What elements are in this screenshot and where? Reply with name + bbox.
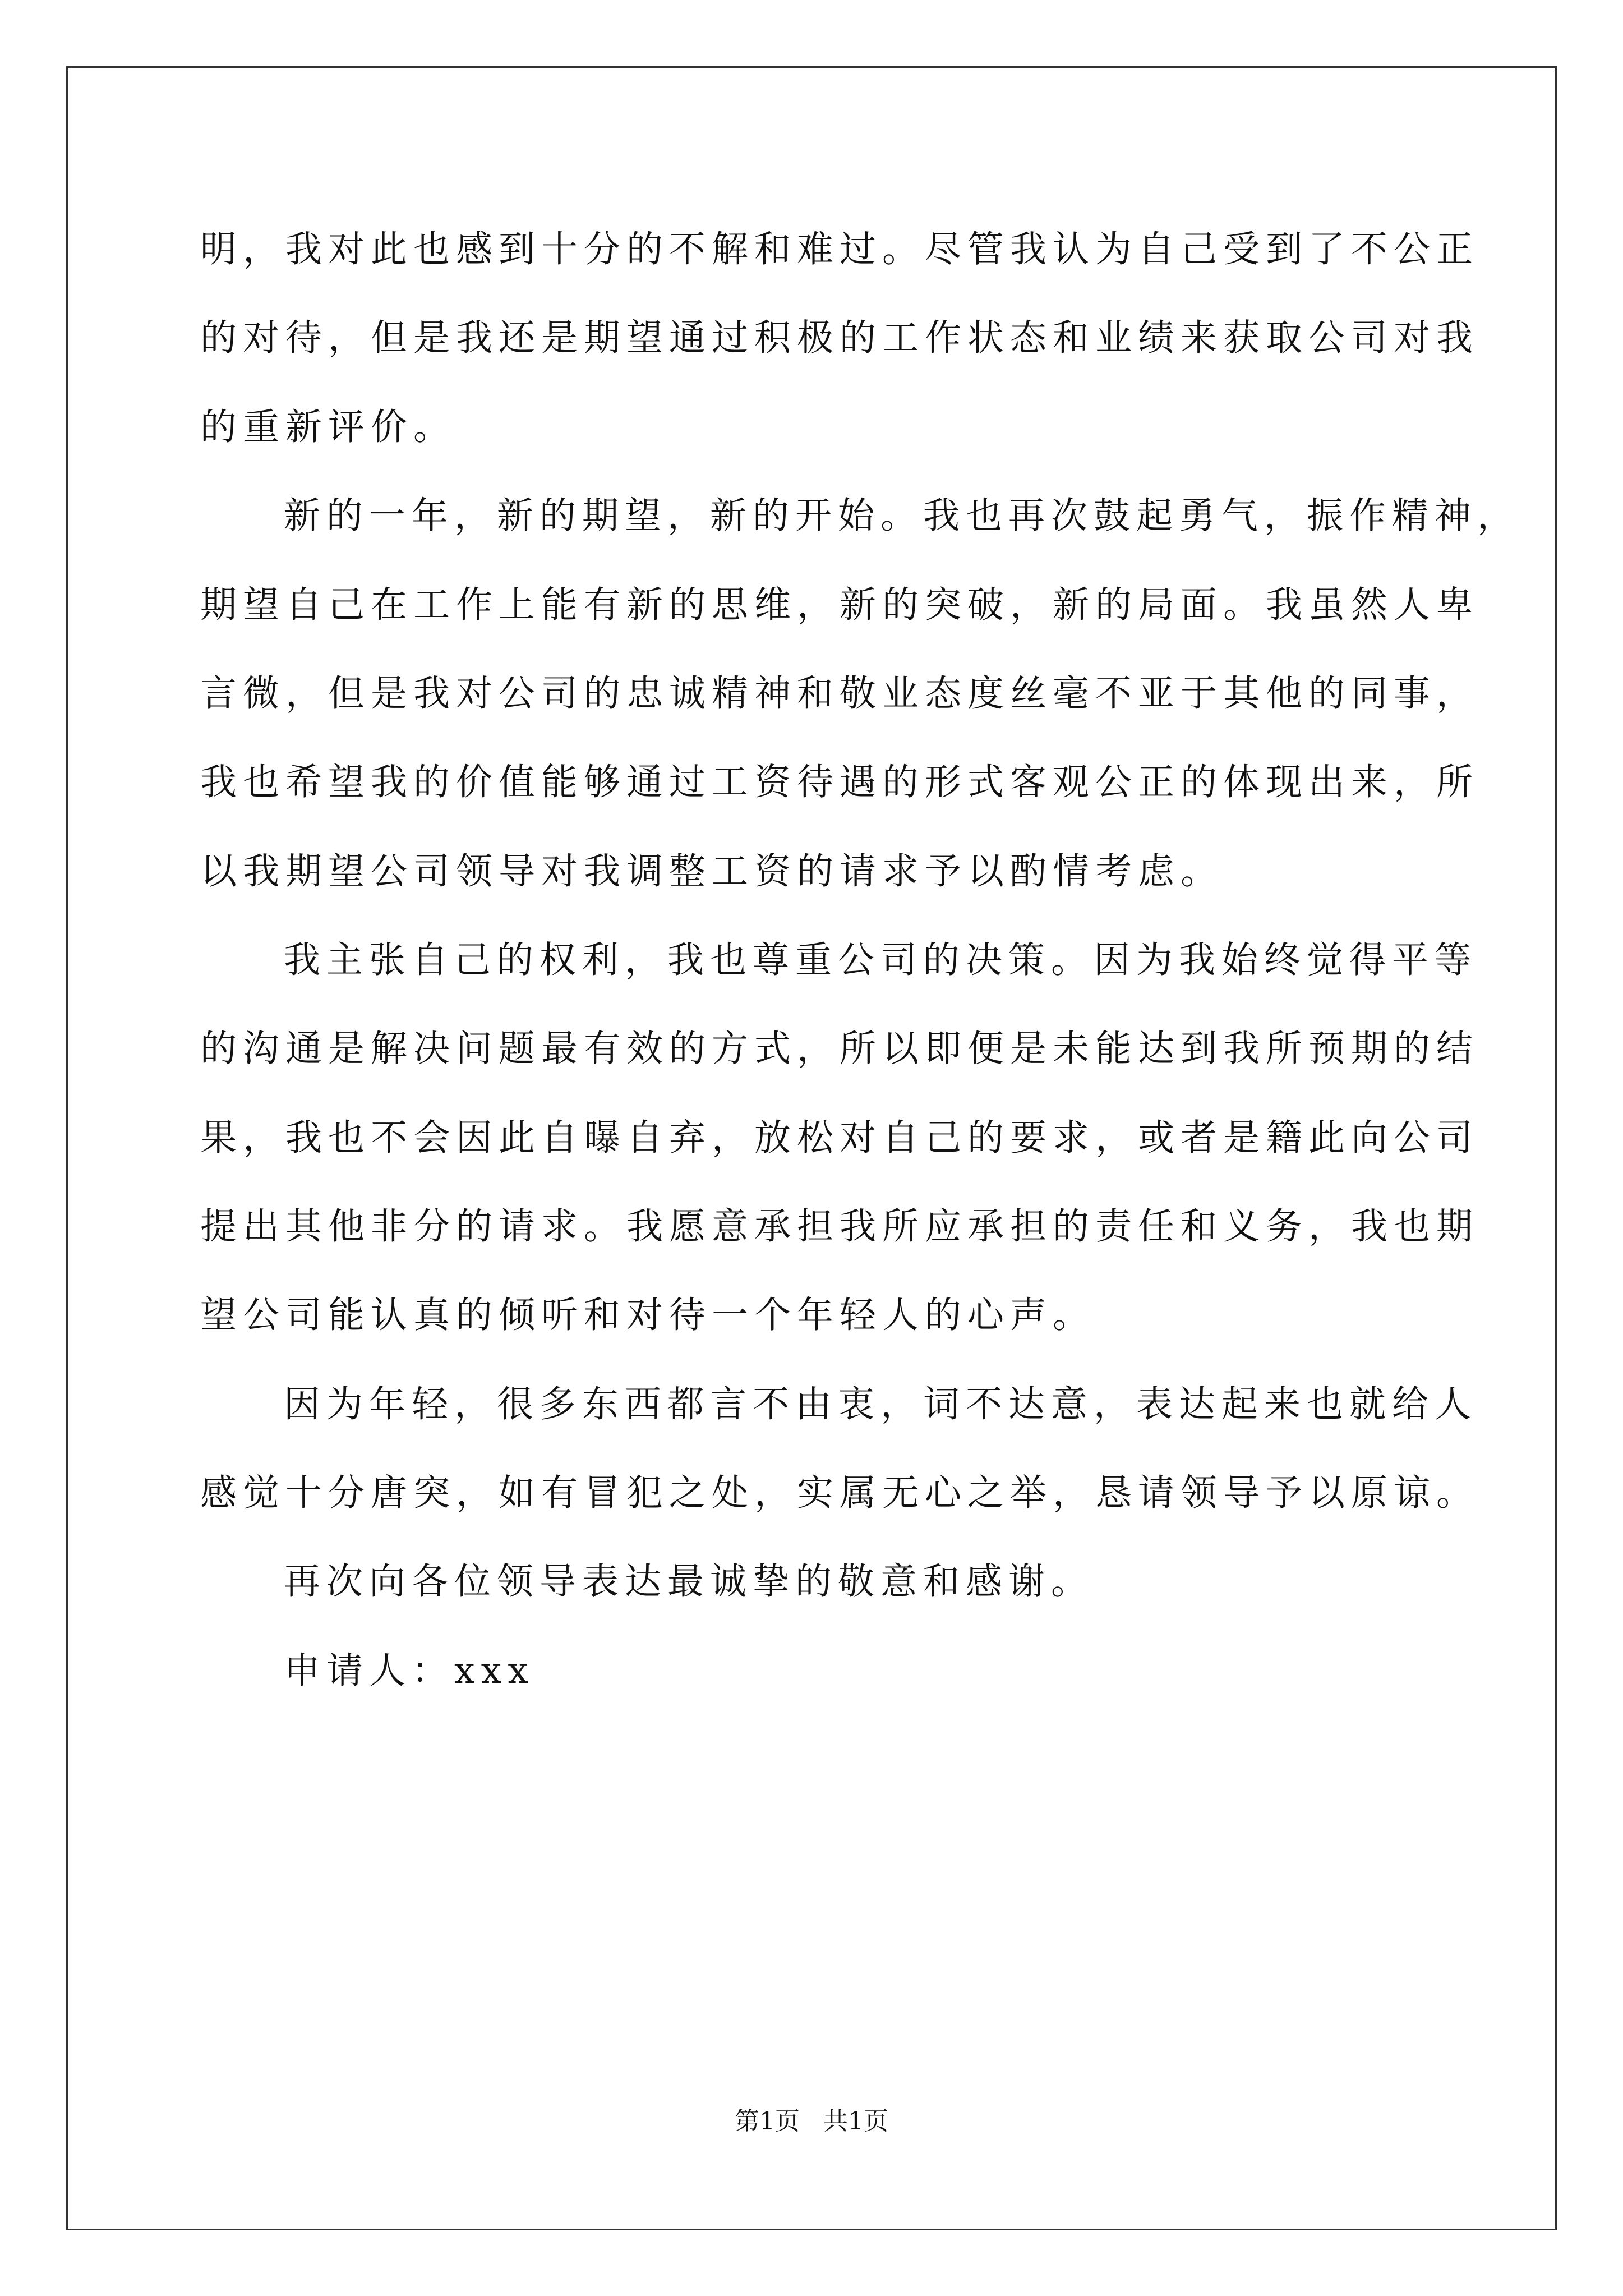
text-line: 期望自己在工作上能有新的思维，新的突破，新的局面。我虽然人卑 <box>200 584 1479 626</box>
text-line: 提出其他非分的请求。我愿意承担我所应承担的责任和义务，我也期 <box>200 1205 1479 1248</box>
paragraph-first-line: 因为年轻，很多东西都言不由衷，词不达意，表达起来也就给人 <box>284 1383 1478 1425</box>
applicant-signature: 申请人：xxx <box>284 1650 534 1692</box>
text-line: 望公司能认真的倾听和对待一个年轻人的心声。 <box>200 1294 1096 1336</box>
text-line: 言微，但是我对公司的忠诚精神和敬业态度丝毫不亚于其他的同事， <box>200 673 1479 715</box>
text-line: 我也希望我的价值能够通过工资待遇的形式客观公正的体现出来，所 <box>200 761 1479 803</box>
text-line: 感觉十分唐突，如有冒犯之处，实属无心之举，恳请领导予以原谅。 <box>200 1472 1479 1514</box>
text-line: 以我期望公司领导对我调整工资的请求予以酌情考虑。 <box>200 850 1224 892</box>
text-line: 的重新评价。 <box>200 406 457 448</box>
text-line: 果，我也不会因此自曝自弃，放松对自己的要求，或者是籍此向公司 <box>200 1117 1479 1159</box>
text-line: 的沟通是解决问题最有效的方式，所以即便是未能达到我所预期的结 <box>200 1028 1479 1070</box>
paragraph-first-line: 新的一年，新的期望，新的开始。我也再次鼓起勇气，振作精神， <box>284 495 1520 537</box>
text-line: 明，我对此也感到十分的不解和难过。尽管我认为自己受到了不公正 <box>200 228 1479 270</box>
text-line: 的对待，但是我还是期望通过积极的工作状态和业绩来获取公司对我 <box>200 317 1479 359</box>
paragraph-first-line: 我主张自己的权利，我也尊重公司的决策。因为我始终觉得平等 <box>284 939 1478 981</box>
closing-line: 再次向各位领导表达最诚挚的敬意和感谢。 <box>284 1561 1094 1603</box>
page-number-footer: 第1页 共1页 <box>735 2107 888 2136</box>
